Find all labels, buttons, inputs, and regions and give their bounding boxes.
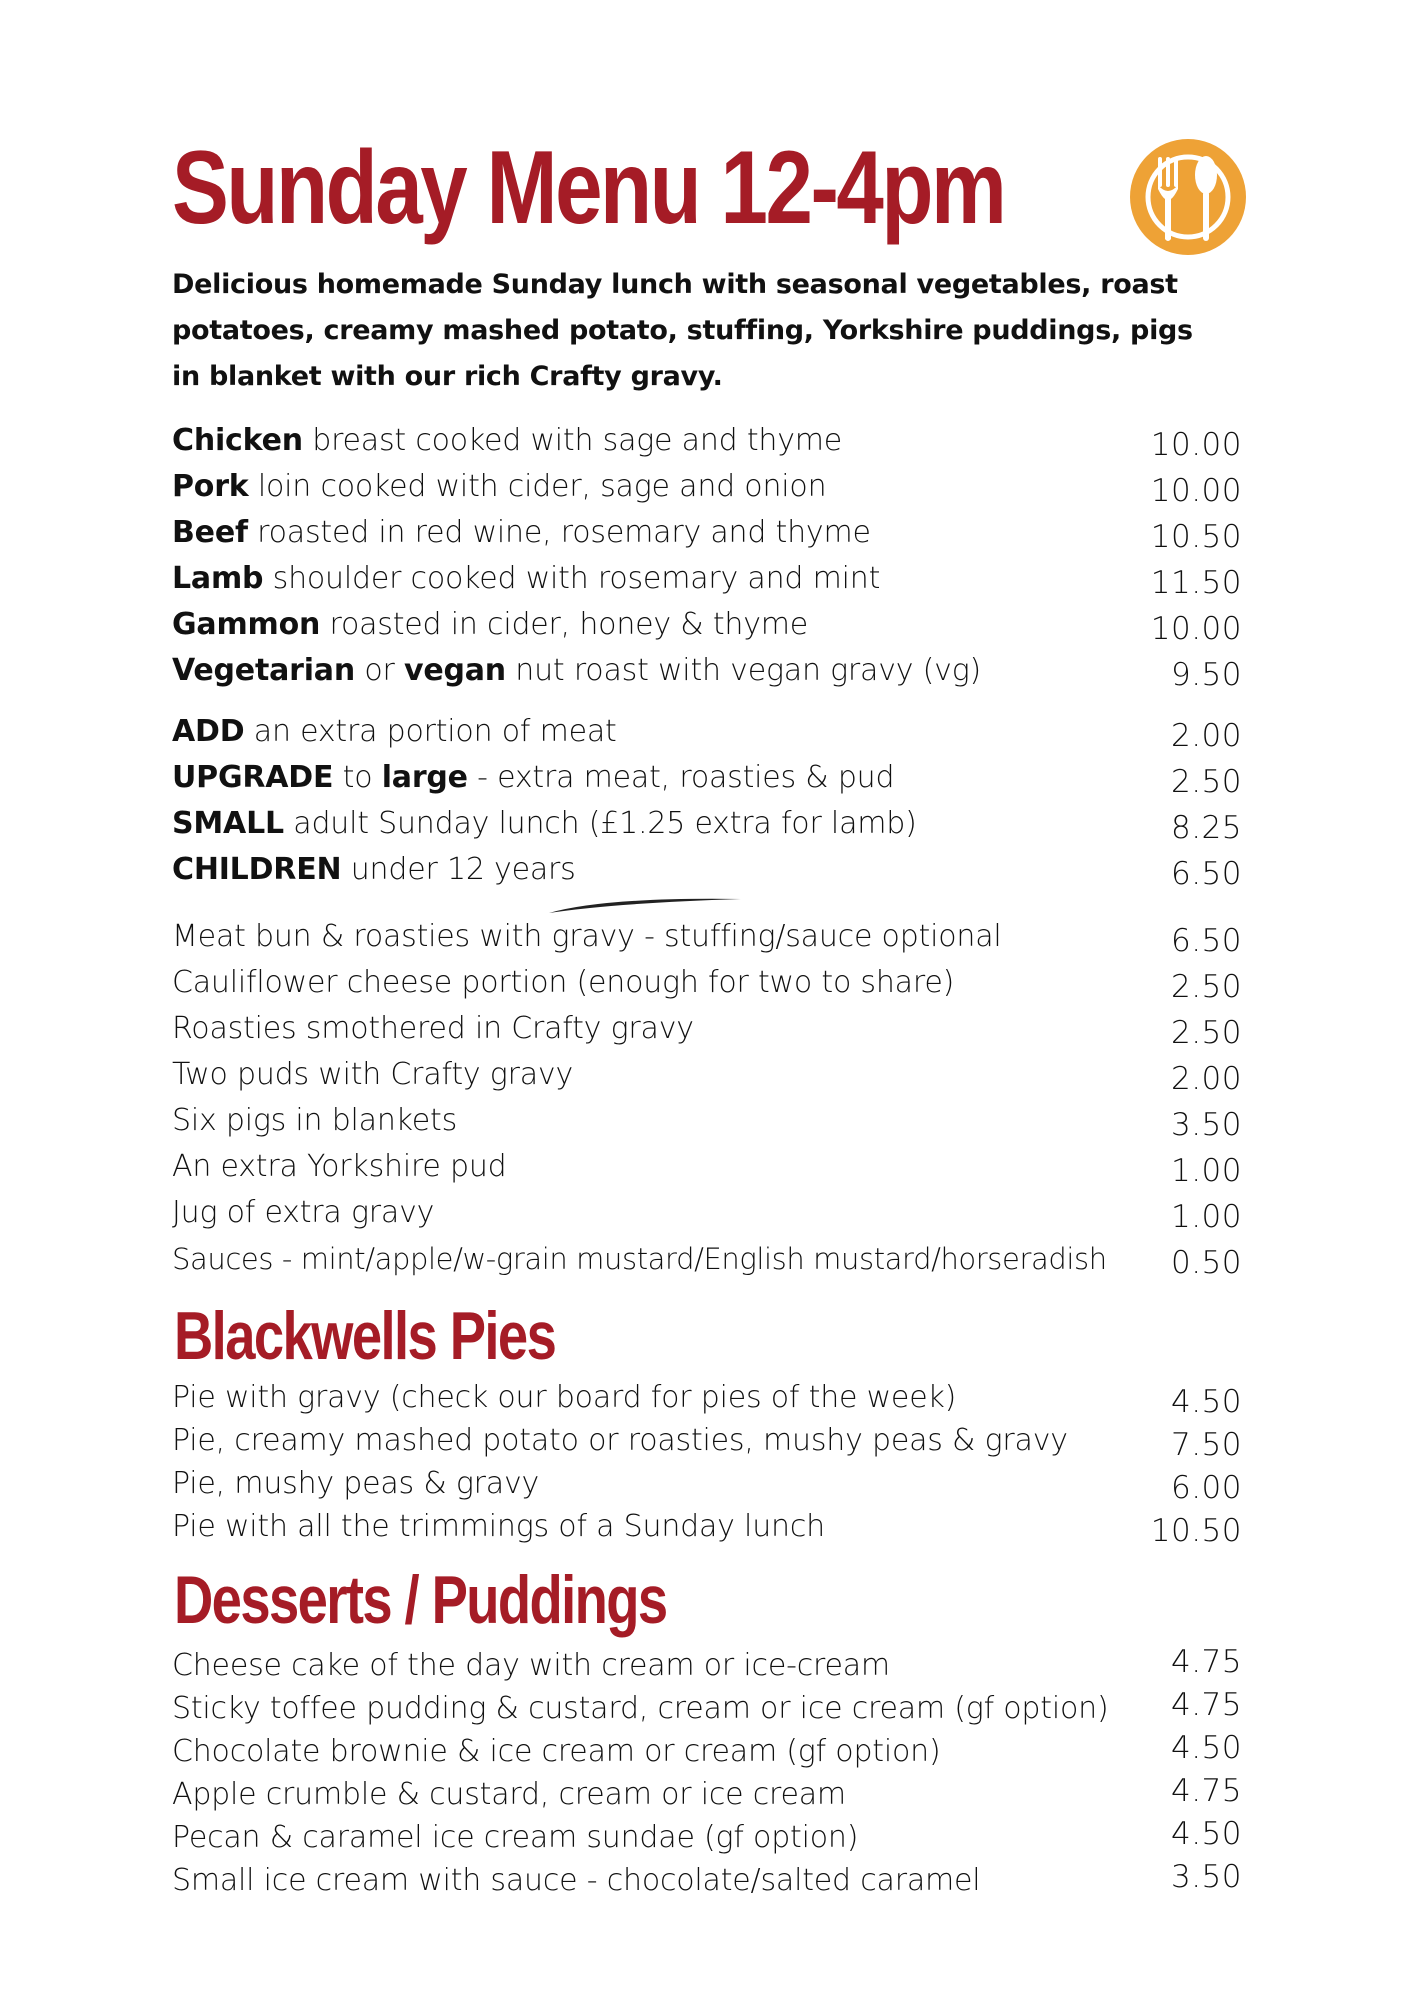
menu-item: SMALL adult Sunday lunch (£1.25 extra for lamb) 8.25 xyxy=(172,801,1242,847)
menu-item: Gammon roasted in cider, honey & thyme 10.00 xyxy=(172,602,1242,648)
mains-list xyxy=(172,418,1242,694)
item-price: 10.50 xyxy=(1150,519,1242,555)
menu-item: Chocolate brownie & ice cream or cream (gf option) 4.50 xyxy=(172,1729,1242,1772)
menu-item: Sauces - mint/apple/w-grain mustard/English mustard/horseradish 0.50 xyxy=(172,1236,1242,1282)
menu-item: An extra Yorkshire pud 1.00 xyxy=(172,1144,1242,1190)
pies-list xyxy=(172,1375,1242,1547)
item-price: 6.50 xyxy=(1170,856,1242,892)
item-price: 4.75 xyxy=(1170,1644,1242,1680)
item-price: 4.75 xyxy=(1170,1773,1242,1809)
item-price: 4.50 xyxy=(1170,1816,1242,1852)
menu-item: Beef roasted in red wine, rosemary and thyme 10.50 xyxy=(172,510,1242,556)
menu-item: Pie with gravy (check our board for pies of the week) 4.50 xyxy=(172,1375,1242,1418)
item-price: 10.50 xyxy=(1150,1513,1242,1549)
menu-item: Pie with all the trimmings of a Sunday lunch 10.50 xyxy=(172,1504,1242,1547)
menu-item: Pie, mushy peas & gravy 6.00 xyxy=(172,1461,1242,1504)
item-price: 8.25 xyxy=(1170,810,1242,846)
menu-item: Pork loin cooked with cider, sage and onion 10.00 xyxy=(172,464,1242,510)
item-price: 3.50 xyxy=(1170,1107,1242,1143)
item-price: 2.50 xyxy=(1170,969,1242,1005)
menu-item: Jug of extra gravy 1.00 xyxy=(172,1190,1242,1236)
item-price: 2.50 xyxy=(1170,764,1242,800)
menu-item: Two puds with Crafty gravy 2.00 xyxy=(172,1052,1242,1098)
menu-title: Sunday Menu 12-4pm xyxy=(172,130,1005,246)
item-price: 10.00 xyxy=(1150,427,1242,463)
menu-item: Pie, creamy mashed potato or roasties, mushy peas & gravy 7.50 xyxy=(172,1418,1242,1461)
item-price: 7.50 xyxy=(1170,1427,1242,1463)
desserts-list xyxy=(172,1643,1242,1901)
menu-item: Cauliflower cheese portion (enough for two to share) 2.50 xyxy=(172,960,1242,1006)
item-price: 6.50 xyxy=(1170,923,1242,959)
item-price: 10.00 xyxy=(1150,611,1242,647)
menu-item: Six pigs in blankets 3.50 xyxy=(172,1098,1242,1144)
extras-list xyxy=(172,709,1242,893)
menu-item: UPGRADE to large - extra meat, roasties & pud 2.50 xyxy=(172,755,1242,801)
menu-item: Roasties smothered in Crafty gravy 2.50 xyxy=(172,1006,1242,1052)
item-price: 9.50 xyxy=(1170,657,1242,693)
item-price: 10.00 xyxy=(1150,473,1242,509)
menu-item: ADD an extra portion of meat 2.00 xyxy=(172,709,1242,755)
fork-spoon-plate-icon xyxy=(1128,137,1248,257)
item-price: 6.00 xyxy=(1170,1470,1242,1506)
menu-intro: Delicious homemade Sunday lunch with seasonal vegetables, roast potatoes, creamy mashed potato, stuffing, Yorkshire puddings, pigs in blanket with our rich Crafty gravy. xyxy=(172,269,1193,392)
item-price: 1.00 xyxy=(1170,1153,1242,1189)
item-price: 11.50 xyxy=(1150,565,1242,601)
item-price: 2.00 xyxy=(1170,1061,1242,1097)
menu-item: Pecan & caramel ice cream sundae (gf option) 4.50 xyxy=(172,1815,1242,1858)
menu-item: Apple crumble & custard, cream or ice cream 4.75 xyxy=(172,1772,1242,1815)
menu-item: Vegetarian or vegan nut roast with vegan gravy (vg) 9.50 xyxy=(172,648,1242,694)
menu-item: Cheese cake of the day with cream or ice-cream 4.75 xyxy=(172,1643,1242,1686)
menu-item: Meat bun & roasties with gravy - stuffing/sauce optional 6.50 xyxy=(172,914,1242,960)
menu-item: Small ice cream with sauce - chocolate/salted caramel 3.50 xyxy=(172,1858,1242,1901)
menu-item: Sticky toffee pudding & custard, cream or ice cream (gf option) 4.75 xyxy=(172,1686,1242,1729)
pies-heading: Blackwells Pies xyxy=(174,1298,556,1374)
item-price: 4.50 xyxy=(1170,1384,1242,1420)
item-price: 4.50 xyxy=(1170,1730,1242,1766)
menu-item: CHILDREN under 12 years 6.50 xyxy=(172,847,1242,893)
item-price: 1.00 xyxy=(1170,1199,1242,1235)
menu-item: Lamb shoulder cooked with rosemary and mint 11.50 xyxy=(172,556,1242,602)
item-price: 4.75 xyxy=(1170,1687,1242,1723)
menu-item: Chicken breast cooked with sage and thyme 10.00 xyxy=(172,418,1242,464)
sides-list xyxy=(172,914,1242,1282)
item-price: 2.50 xyxy=(1170,1015,1242,1051)
item-price: 2.00 xyxy=(1170,718,1242,754)
item-price: 3.50 xyxy=(1170,1859,1242,1895)
desserts-heading: Desserts / Puddings xyxy=(174,1562,667,1638)
item-price: 0.50 xyxy=(1170,1245,1242,1281)
